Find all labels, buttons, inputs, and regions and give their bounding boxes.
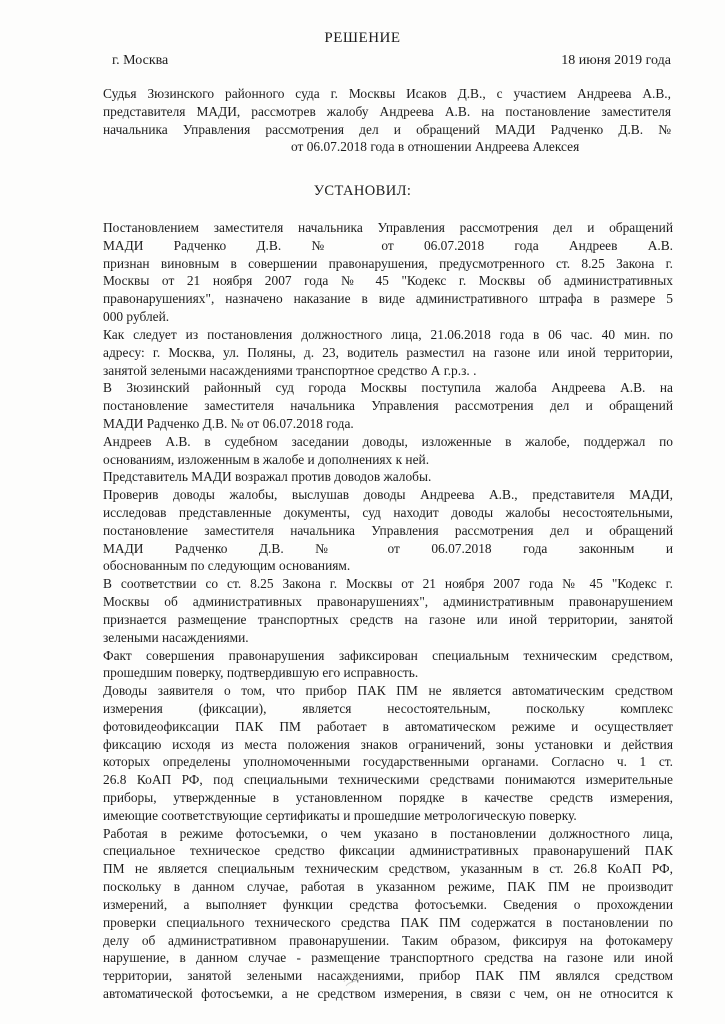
body-line: проверки специального технического средства ПАК ПМ содержатся в постановлении по [103,914,673,930]
body-text [103,219,673,1003]
body-line: признан виновным в совершении правонарушения, предусмотренного ст. 8.25 Закона г. [103,255,673,271]
body-line: прошедшим поверку, подтвердившую его исправность. [103,665,419,681]
body-line: Проверив доводы жалобы, выслушав доводы Андреева А.В., представителя МАДИ, [103,487,673,503]
body-line: В Зюзинский районный суд города Москвы поступила жалоба Андреева А.В. на [103,380,673,396]
intro-line: от 06.07.2018 года в отношении Андреева Алексея [291,139,580,155]
body-line: 000 рублей. [103,309,170,325]
document-date: 18 июня 2019 года [561,53,671,68]
body-line: адресу: г. Москва, ул. Поляны, д. 23, водитель разместил на газоне или иной территории, [103,344,673,360]
body-line: поскольку в данном случае, работая в указанном режиме, ПАК ПМ не производит [103,879,673,895]
intro-paragraph [103,85,671,156]
body-line: Как следует из постановления должностного лица, 21.06.2018 года в 06 час. 40 мин. по [103,326,673,342]
section-heading: УСТАНОВИЛ: [313,183,412,199]
body-line: автоматической фотосъемки, а не средством измерения, в связи с чем, он не относится к [103,985,673,1001]
body-line: постановление заместителя начальника Управления рассмотрения дел и обращений [103,398,673,414]
document-city: г. Москва [112,53,169,68]
body-line: Андреев А.В. в судебном заседании доводы, изложенные в жалобе, поддержал по [103,433,673,449]
body-line: МАДИ Радченко Д.В. № от 06.07.2018 года законным и [103,540,673,556]
body-line: В соответствии со ст. 8.25 Закона г. Москвы от 21 ноября 2007 года № 45 "Кодекс г. [103,576,673,592]
body-line: имеющие соответствующие сертификаты и прошедшие метрологическую поверку. [103,807,577,823]
body-line: ПМ не является специальным техническим средством, указанным в ст. 26.8 КоАП РФ, [103,861,673,877]
body-line: Представитель МАДИ возражал против доводов жалобы. [103,469,432,485]
body-line: признается размещение транспортных средств на газоне или иной территории, занятой [103,611,673,627]
body-line: приборы, утвержденные в установленном порядке в качестве средств измерения, [103,790,673,805]
body-line: основаниям, изложенным в жалобе и дополнениях к ней. [103,451,430,467]
body-line: Москвы об административных правонарушениях", административным правонарушением [103,594,673,610]
body-line: Факт совершения правонарушения зафиксирован специальным техническим средством, [103,647,673,663]
body-line: занятой зелеными насаждениями транспортное средство А г.р.з. . [103,362,477,378]
body-line: фиксацию исходя из места положения знаков ограничений, зоны установки и действия [103,736,673,752]
body-line: обоснованным по следующим основаниям. [103,558,351,574]
body-line: 26.8 КоАП РФ, под специальными техническими средствами понимаются измерительные [103,772,673,788]
body-line: правонарушениях", назначено наказание в виде административного штрафа в размере 5 [103,291,673,307]
intro-line: представителя МАДИ, рассмотрев жалобу Андреева А.В. на постановление заместителя [103,103,671,119]
body-line: измерения (фиксации), является несостоятельным, поскольку комплекс [103,700,673,716]
body-line: Доводы заявителя о том, что прибор ПАК ПМ не является автоматическим средством [103,683,673,699]
body-line: Постановлением заместителя начальника Управления рассмотрения дел и обращений [103,220,673,235]
body-line: МАДИ Радченко Д.В. № от 06.07.2018 года. [103,415,354,431]
body-line: территории, занятой зелеными насаждениями, прибор ПАК ПМ являлся средством [103,968,673,984]
body-line: постановление заместителя начальника Управления рассмотрения дел и обращений [103,522,673,538]
body-line: Работая в режиме фотосъемки, о чем указано в постановлении должностного лица, [103,825,673,841]
body-line: измерений, а выполняет функции средства фотосъемки. Сведения о прохождении [103,896,673,912]
document-title: РЕШЕНИЕ [324,30,401,46]
body-line: нарушение, в данном случае - размещение транспортного средства на газоне или иной [103,950,673,966]
body-line: МАДИ Радченко Д.В. № от 06.07.2018 года Андреев А.В. [103,237,673,253]
body-line: Москвы от 21 ноября 2007 года № 45 "Кодекс г. Москвы об административных [103,273,673,289]
body-line: фотовидеофиксации ПАК ПМ работает в автоматическом режиме и осуществляет [103,718,673,734]
body-line: специальное техническое средство фиксации административных правонарушений ПАК [103,843,673,859]
body-line: зелеными насаждениями. [103,629,249,645]
intro-line: Судья Зюзинского районного суда г. Москвы Исаков Д.В., с участием Андреева А.В., [103,86,671,101]
body-line: делу об административном правонарушении. Таким образом, фиксируя на фотокамеру [103,932,673,948]
body-line: которых определены уполномоченными государственными органами. Согласно ч. 1 ст. [103,754,673,770]
body-line: исследовав представленные документы, суд находит доводы жалобы несостоятельными, [103,505,673,520]
faint-stamp-mark [340,968,364,990]
intro-line: начальника Управления рассмотрения дел и обращений МАДИ Радченко Д.В. № [103,121,671,137]
